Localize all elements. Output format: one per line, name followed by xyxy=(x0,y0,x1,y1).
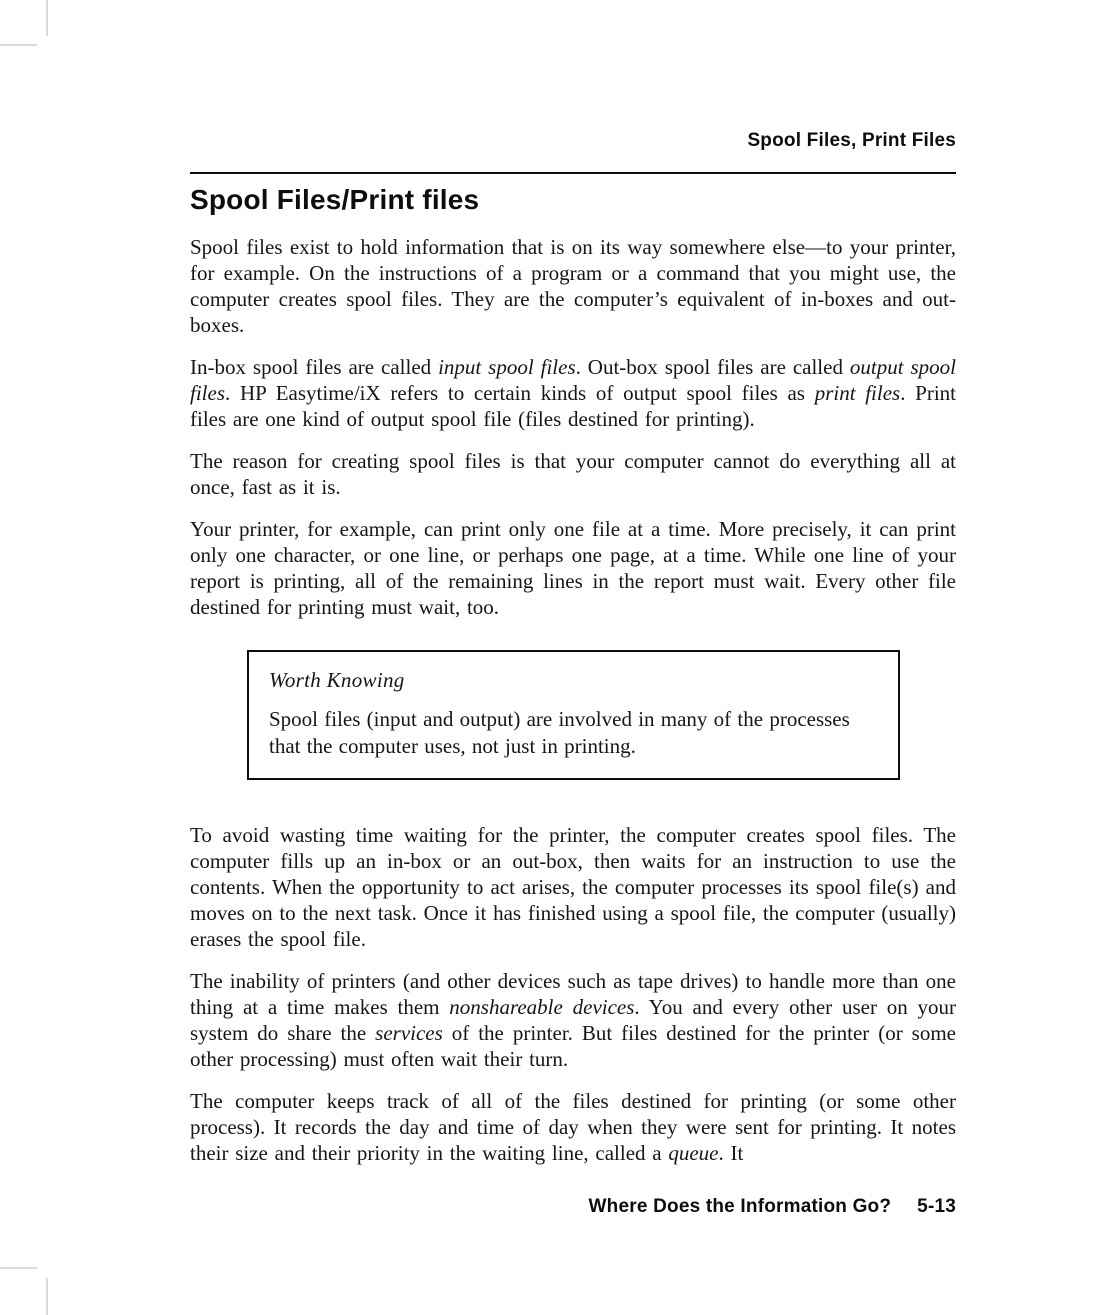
note-body: Spool files (input and output) are involved in many of the processes that the computer uses, not just in printing. xyxy=(269,707,850,758)
body-paragraph: In-box spool files are called input spool files. Out-box spool files are called output spool files. HP Easytime/iX refers to certain kinds of output spool files as print files. Print files are one kind of output spool file (files destined for printing). xyxy=(190,355,957,431)
crop-mark-bottom-left-horizontal xyxy=(0,1267,37,1269)
running-header: Spool Files, Print Files xyxy=(747,130,956,151)
crop-mark-bottom-left-vertical xyxy=(46,1278,48,1315)
body-paragraph: Spool files exist to hold information that is on its way somewhere else—to your printer, for example. On the instructions of a program or a command that you might use, the computer creates spool files. They are the computer’s equivalent of in-boxes and out-boxes. xyxy=(190,235,956,337)
body-paragraph: The computer keeps track of all of the files destined for printing (or some other process). It records the day and time of day when they were sent for printing. It notes their size and their priority in the waiting line, called a queue. It xyxy=(190,1089,956,1165)
footer-page-number: 5-13 xyxy=(917,1196,956,1217)
header-rule xyxy=(190,172,956,174)
note-box xyxy=(247,650,900,780)
body-paragraph: The reason for creating spool files is that your computer cannot do everything all at once, fast as it is. xyxy=(190,449,956,499)
page-footer xyxy=(190,1196,956,1218)
crop-mark-top-left-vertical xyxy=(46,0,48,36)
page-title: Spool Files/Print files xyxy=(190,184,480,215)
footer-text: Where Does the Information Go? xyxy=(588,1196,892,1217)
body-paragraph: To avoid wasting time waiting for the printer, the computer creates spool files. The computer fills up an in-box or an out-box, then waits for an instruction to use the contents. When the opportunity to act arises, the computer processes its spool file(s) and moves on to the next task. Once it has finished using a spool file, the computer (usually) erases the spool file. xyxy=(190,823,956,951)
page-content xyxy=(190,0,956,1218)
crop-mark-top-left-horizontal xyxy=(0,44,37,46)
note-title: Worth Knowing xyxy=(269,668,405,692)
body-paragraph: Your printer, for example, can print only one file at a time. More precisely, it can print only one character, or one line, or perhaps one page, at a time. While one line of your report is printing, all of the remaining lines in the report must wait. Every other file destined for printing must wait, too. xyxy=(190,517,956,619)
body-paragraph: The inability of printers (and other devices such as tape drives) to handle more than one thing at a time makes them nonshareable devices. You and every other user on your system do share the services of the printer. But files destined for the printer (or some other processing) must often wait their turn. xyxy=(190,969,957,1071)
